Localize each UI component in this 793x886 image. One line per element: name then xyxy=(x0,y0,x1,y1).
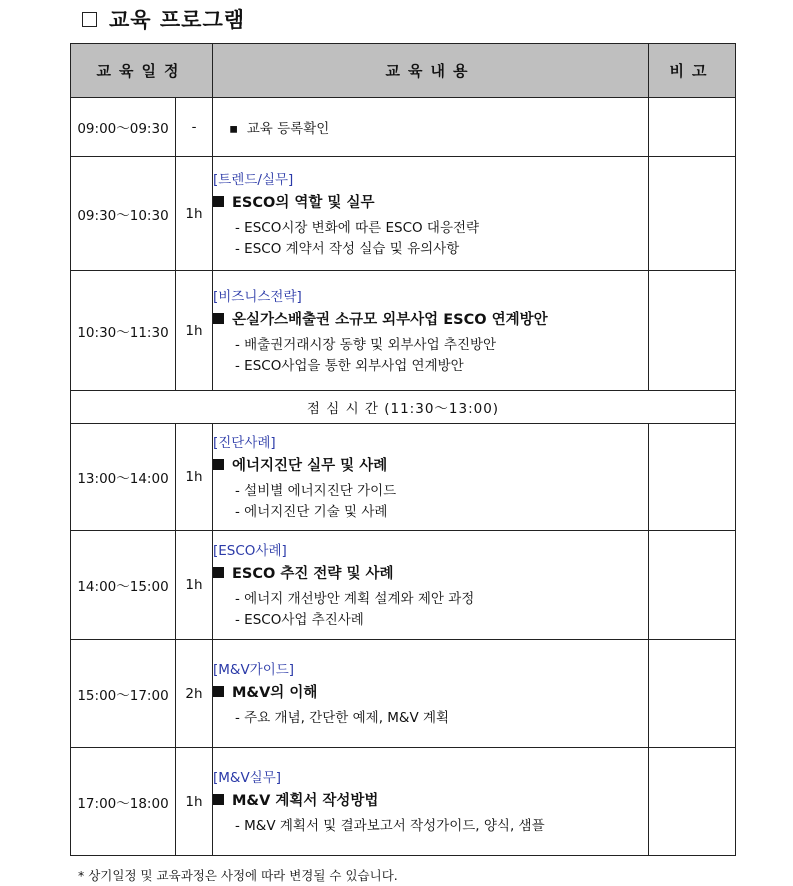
session-item: - 에너지진단 기술 및 사례 xyxy=(235,504,388,520)
table-header-row xyxy=(71,44,736,98)
duration-cell: 1h xyxy=(176,424,213,531)
duration-cell: 2h xyxy=(176,640,213,748)
remarks-cell xyxy=(649,424,736,531)
time-cell: 09:00～09:30 xyxy=(71,98,176,157)
session-heading xyxy=(213,562,648,583)
session-heading xyxy=(213,191,648,212)
content-cell xyxy=(213,531,649,640)
session-heading-text: M&V 계획서 작성방법 xyxy=(232,793,379,809)
session-item: - 배출권거래시장 동향 및 외부사업 추진방안 xyxy=(235,336,497,353)
square-bullet-icon xyxy=(213,196,224,207)
content-cell xyxy=(213,424,649,531)
session-heading-text: ESCO 추진 전략 및 사례 xyxy=(232,566,394,582)
time-cell: 17:00～18:00 xyxy=(71,748,176,856)
session-heading xyxy=(213,789,648,810)
session-item: - ESCO 계약서 작성 실습 및 유의사항 xyxy=(235,240,460,257)
session-heading xyxy=(213,308,648,329)
table-row xyxy=(71,271,736,391)
page-title xyxy=(82,4,245,34)
table-row xyxy=(71,748,736,856)
checkbox-square-icon xyxy=(82,12,97,27)
time-cell: 15:00～17:00 xyxy=(71,640,176,748)
time-cell: 13:00～14:00 xyxy=(71,424,176,531)
time-cell: 14:00～15:00 xyxy=(71,531,176,640)
header-remarks: 비고 xyxy=(649,44,736,98)
session-item: - M&V 계획서 및 결과보고서 작성가이드, 양식, 샘플 xyxy=(235,818,545,834)
lunch-break: 점 심 시 간 (11:30～13:00) xyxy=(71,391,736,424)
remarks-cell xyxy=(649,748,736,856)
square-bullet-icon xyxy=(213,794,224,805)
bullet-icon: ▪ xyxy=(229,121,239,137)
duration-cell: 1h xyxy=(176,271,213,391)
remarks-cell xyxy=(649,157,736,271)
remarks-cell xyxy=(649,271,736,391)
session-heading-text: 에너지진단 실무 및 사례 xyxy=(232,458,388,474)
time-cell: 10:30～11:30 xyxy=(71,271,176,391)
page-title-text: 교육 프로그램 xyxy=(109,8,246,32)
category-tag: [비즈니스전략] xyxy=(213,288,302,305)
header-schedule: 교육일정 xyxy=(71,44,213,98)
square-bullet-icon xyxy=(213,567,224,578)
program-table xyxy=(70,43,736,856)
remarks-cell xyxy=(649,531,736,640)
category-tag: [M&V실무] xyxy=(213,770,282,786)
session-heading-text: M&V의 이해 xyxy=(232,685,318,701)
content-cell xyxy=(213,640,649,748)
duration-cell: 1h xyxy=(176,157,213,271)
table-row xyxy=(71,640,736,748)
table-row xyxy=(71,531,736,640)
session-item: - 설비별 에너지진단 가이드 xyxy=(235,483,397,499)
session-item: - 에너지 개선방안 계획 설계와 제안 과정 xyxy=(235,591,475,607)
registration-item: 교육 등록확인 xyxy=(246,121,330,137)
table-row xyxy=(71,424,736,531)
content-cell xyxy=(213,271,649,391)
session-item: - 주요 개념, 간단한 예제, M&V 계획 xyxy=(235,710,450,726)
duration-cell: 1h xyxy=(176,748,213,856)
session-heading xyxy=(213,454,648,475)
lunch-row xyxy=(71,391,736,424)
session-item: - ESCO사업 추진사례 xyxy=(235,612,364,628)
session-heading xyxy=(213,681,648,702)
remarks-cell xyxy=(649,98,736,157)
square-bullet-icon xyxy=(213,686,224,697)
content-cell xyxy=(213,748,649,856)
header-content: 교육내용 xyxy=(213,44,649,98)
session-item: - ESCO시장 변화에 따른 ESCO 대응전략 xyxy=(235,219,480,236)
session-item: - ESCO사업을 통한 외부사업 연계방안 xyxy=(235,357,464,374)
duration-cell: 1h xyxy=(176,531,213,640)
table-row xyxy=(71,157,736,271)
square-bullet-icon xyxy=(213,313,224,324)
content-cell xyxy=(213,98,649,157)
remarks-cell xyxy=(649,640,736,748)
time-cell: 09:30～10:30 xyxy=(71,157,176,271)
category-tag: [진단사례] xyxy=(213,435,276,451)
duration-cell: - xyxy=(176,98,213,157)
category-tag: [M&V가이드] xyxy=(213,662,295,678)
category-tag: [트렌드/실무] xyxy=(213,171,294,188)
square-bullet-icon xyxy=(213,459,224,470)
session-heading-text: 온실가스배출권 소규모 외부사업 ESCO 연계방안 xyxy=(232,311,548,328)
category-tag: [ESCO사례] xyxy=(213,543,287,559)
content-cell xyxy=(213,157,649,271)
session-heading-text: ESCO의 역할 및 실무 xyxy=(232,194,375,211)
footnote: * 상기일정 및 교육과정은 사정에 따라 변경될 수 있습니다. xyxy=(78,868,398,883)
table-row xyxy=(71,98,736,157)
